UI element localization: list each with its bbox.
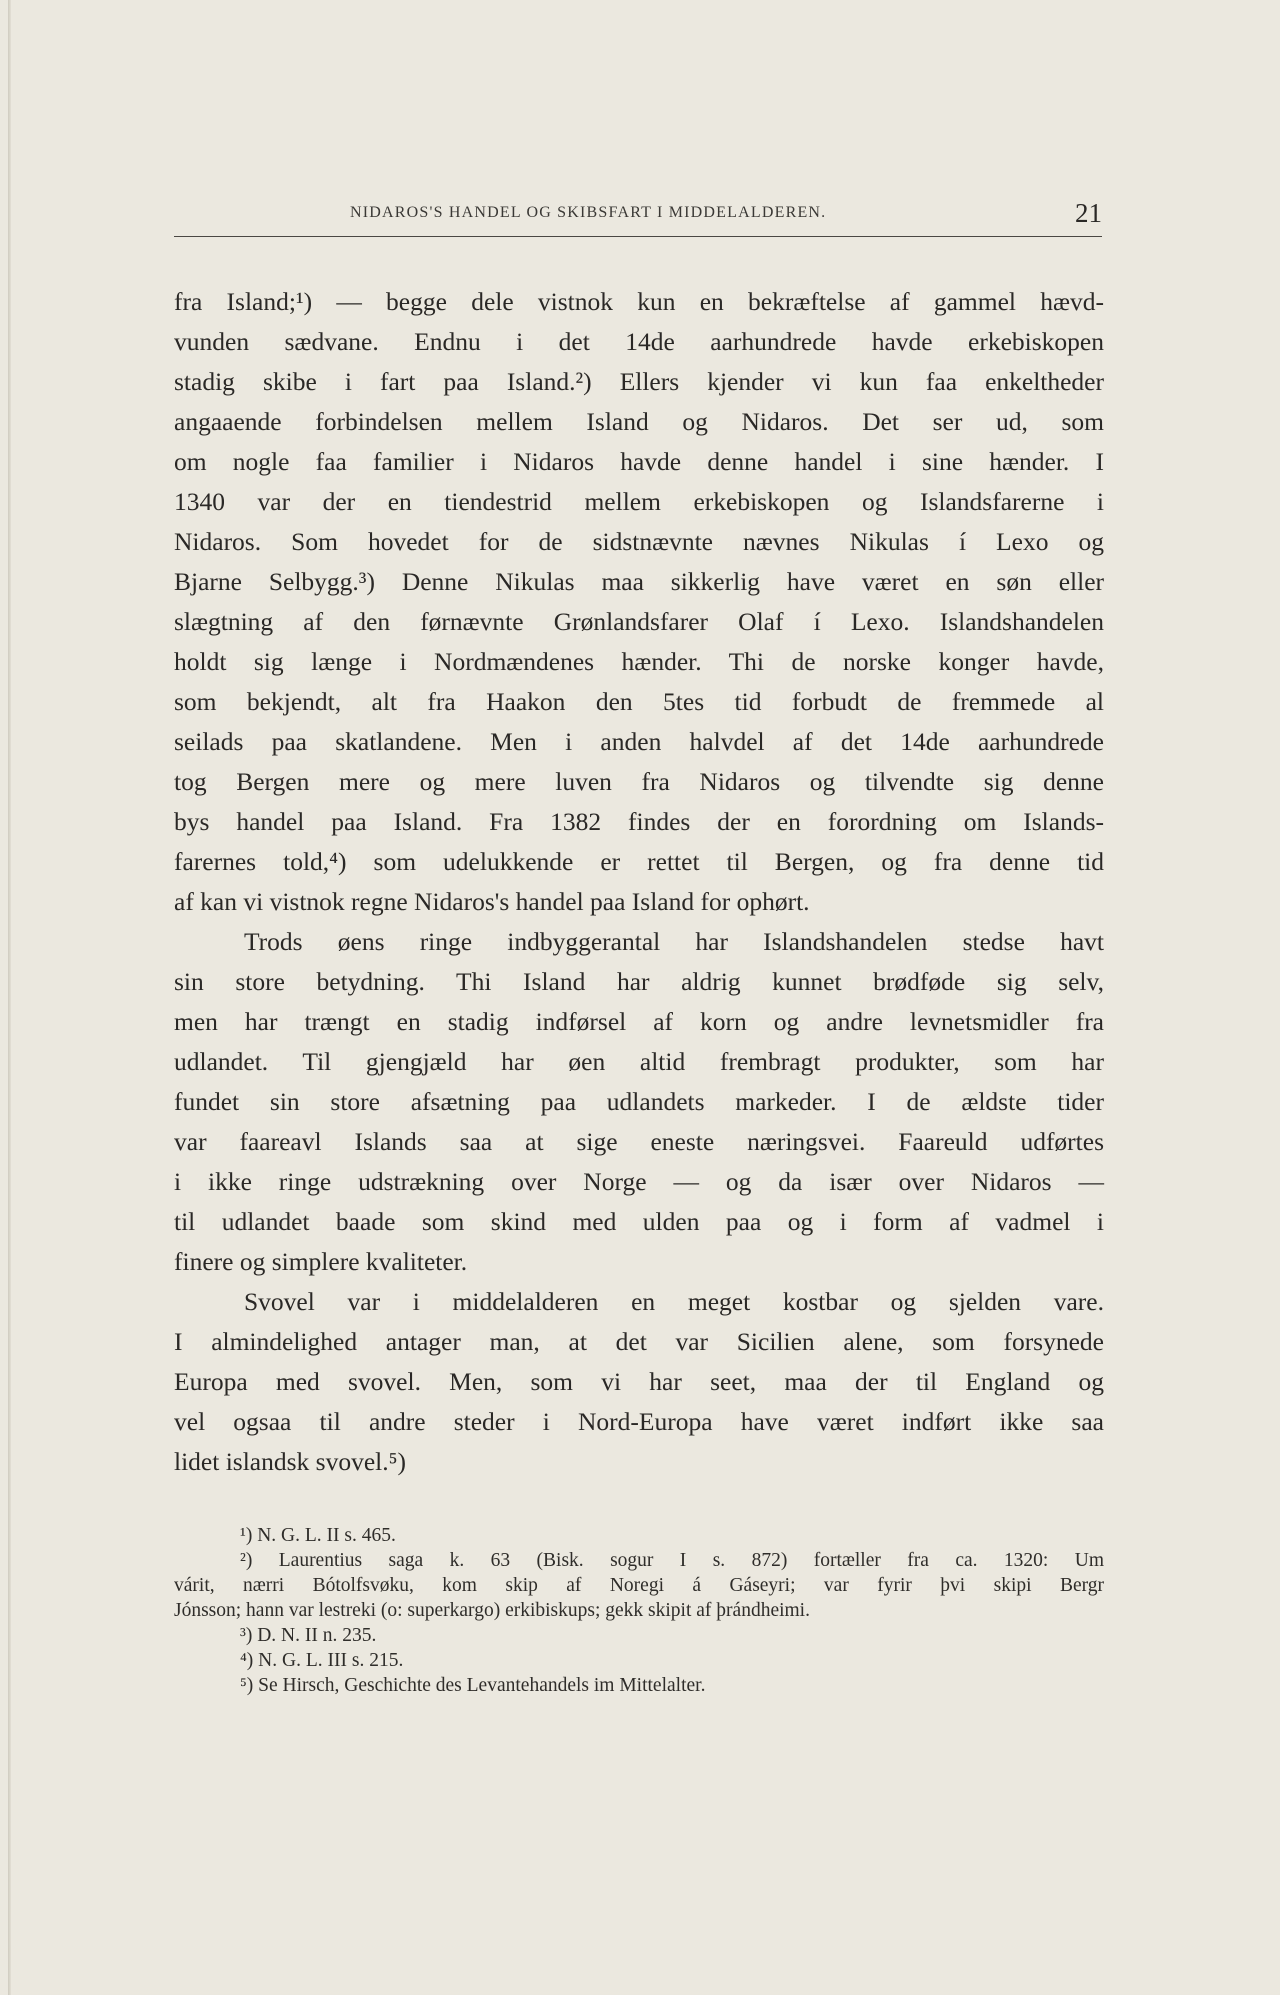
text-line: var faareavl Islands saa at sige eneste næringsvei. Faareuld udførtes: [174, 1127, 1104, 1156]
text-line: slægtning af den førnævnte Grønlandsfarer Olaf í Lexo. Islandshandelen: [174, 607, 1104, 636]
text-line: Svovel var i middelalderen en meget kostbar og sjelden vare.: [244, 1287, 1104, 1316]
text-line: stadig skibe i fart paa Island.²) Ellers kjender vi kun faa enkeltheder: [174, 367, 1104, 396]
text-line: finere og simplere kvaliteter.: [174, 1247, 468, 1276]
text-line: holdt sig længe i Nordmændenes hænder. Thi de norske konger havde,: [174, 647, 1104, 676]
text-line: vel ogsaa til andre steder i Nord-Europa have været indført ikke saa: [174, 1407, 1104, 1436]
text-line: i ikke ringe udstrækning over Norge — og da især over Nidaros —: [174, 1167, 1104, 1196]
paragraph-3: [174, 1282, 1104, 1482]
text-line: sin store betydning. Thi Island har aldrig kunnet brødføde sig selv,: [174, 967, 1104, 996]
footnotes: [174, 1523, 1104, 1698]
text-line: af kan vi vistnok regne Nidaros's handel paa Island for ophørt.: [174, 887, 810, 916]
footnote-2-continuation: várit, nærri Bótolfsvøku, kom skip af Noregi á Gáseyri; var fyrir þvi skipi Bergr: [174, 1575, 1104, 1596]
text-line: udlandet. Til gjengjæld har øen altid frembragt produkter, som har: [174, 1047, 1104, 1076]
text-line: Trods øens ringe indbyggerantal har Islandshandelen stedse havt: [244, 927, 1104, 956]
paragraph-2: [174, 922, 1104, 1282]
footnote-2: ²) Laurentius saga k. 63 (Bisk. sogur I s. 872) fortæller fra ca. 1320: Um: [240, 1550, 1104, 1571]
text-line: 1340 var der en tiendestrid mellem erkebiskopen og Islandsfarerne i: [174, 487, 1104, 516]
running-title: NIDAROS'S HANDEL OG SKIBSFART I MIDDELALDEREN.: [350, 204, 827, 221]
footnote-1: ¹) N. G. L. II s. 465.: [240, 1525, 396, 1546]
body-text: [174, 282, 1104, 1482]
text-line: bys handel paa Island. Fra 1382 findes der en forordning om Islands-: [174, 807, 1104, 836]
text-line: Bjarne Selbygg.³) Denne Nikulas maa sikkerlig have været en søn eller: [174, 567, 1104, 596]
text-line: vunden sædvane. Endnu i det 14de aarhundrede havde erkebiskopen: [174, 327, 1104, 356]
footnote-3: ³) D. N. II n. 235.: [240, 1625, 377, 1646]
text-line: lidet islandsk svovel.⁵): [174, 1447, 406, 1476]
text-line: Europa med svovel. Men, som vi har seet, maa der til England og: [174, 1367, 1104, 1396]
text-line: Nidaros. Som hovedet for de sidstnævnte nævnes Nikulas í Lexo og: [174, 527, 1104, 556]
text-line: fra Island;¹) — begge dele vistnok kun en bekræftelse af gammel hævd-: [174, 287, 1104, 316]
footnote-2-continuation: Jónsson; hann var lestreki (o: superkargo) erkibiskups; gekk skipit af þrándheimi.: [174, 1600, 810, 1621]
footnote-5: ⁵) Se Hirsch, Geschichte des Levantehandels im Mittelalter.: [240, 1675, 706, 1696]
page-number: 21: [1075, 198, 1102, 228]
text-line: om nogle faa familier i Nidaros havde denne handel i sine hænder. I: [174, 447, 1104, 476]
header-rule: [174, 236, 1102, 237]
page-spine-shadow: [8, 0, 11, 1995]
text-line: seilads paa skatlandene. Men i anden halvdel af det 14de aarhundrede: [174, 727, 1104, 756]
text-line: tog Bergen mere og mere luven fra Nidaros og tilvendte sig denne: [174, 767, 1104, 796]
paragraph-1: [174, 282, 1104, 922]
text-line: fundet sin store afsætning paa udlandets markeder. I de ældste tider: [174, 1087, 1104, 1116]
text-line: som bekjendt, alt fra Haakon den 5tes tid forbudt de fremmede al: [174, 687, 1104, 716]
text-line: til udlandet baade som skind med ulden paa og i form af vadmel i: [174, 1207, 1104, 1236]
footnote-4: ⁴) N. G. L. III s. 215.: [240, 1650, 404, 1671]
page-header: [174, 196, 1102, 240]
text-line: I almindelighed antager man, at det var Sicilien alene, som forsynede: [174, 1327, 1104, 1356]
text-line: angaaende forbindelsen mellem Island og Nidaros. Det ser ud, som: [174, 407, 1104, 436]
text-line: farernes told,⁴) som udelukkende er rettet til Bergen, og fra denne tid: [174, 847, 1104, 876]
text-line: men har trængt en stadig indførsel af korn og andre levnetsmidler fra: [174, 1007, 1104, 1036]
